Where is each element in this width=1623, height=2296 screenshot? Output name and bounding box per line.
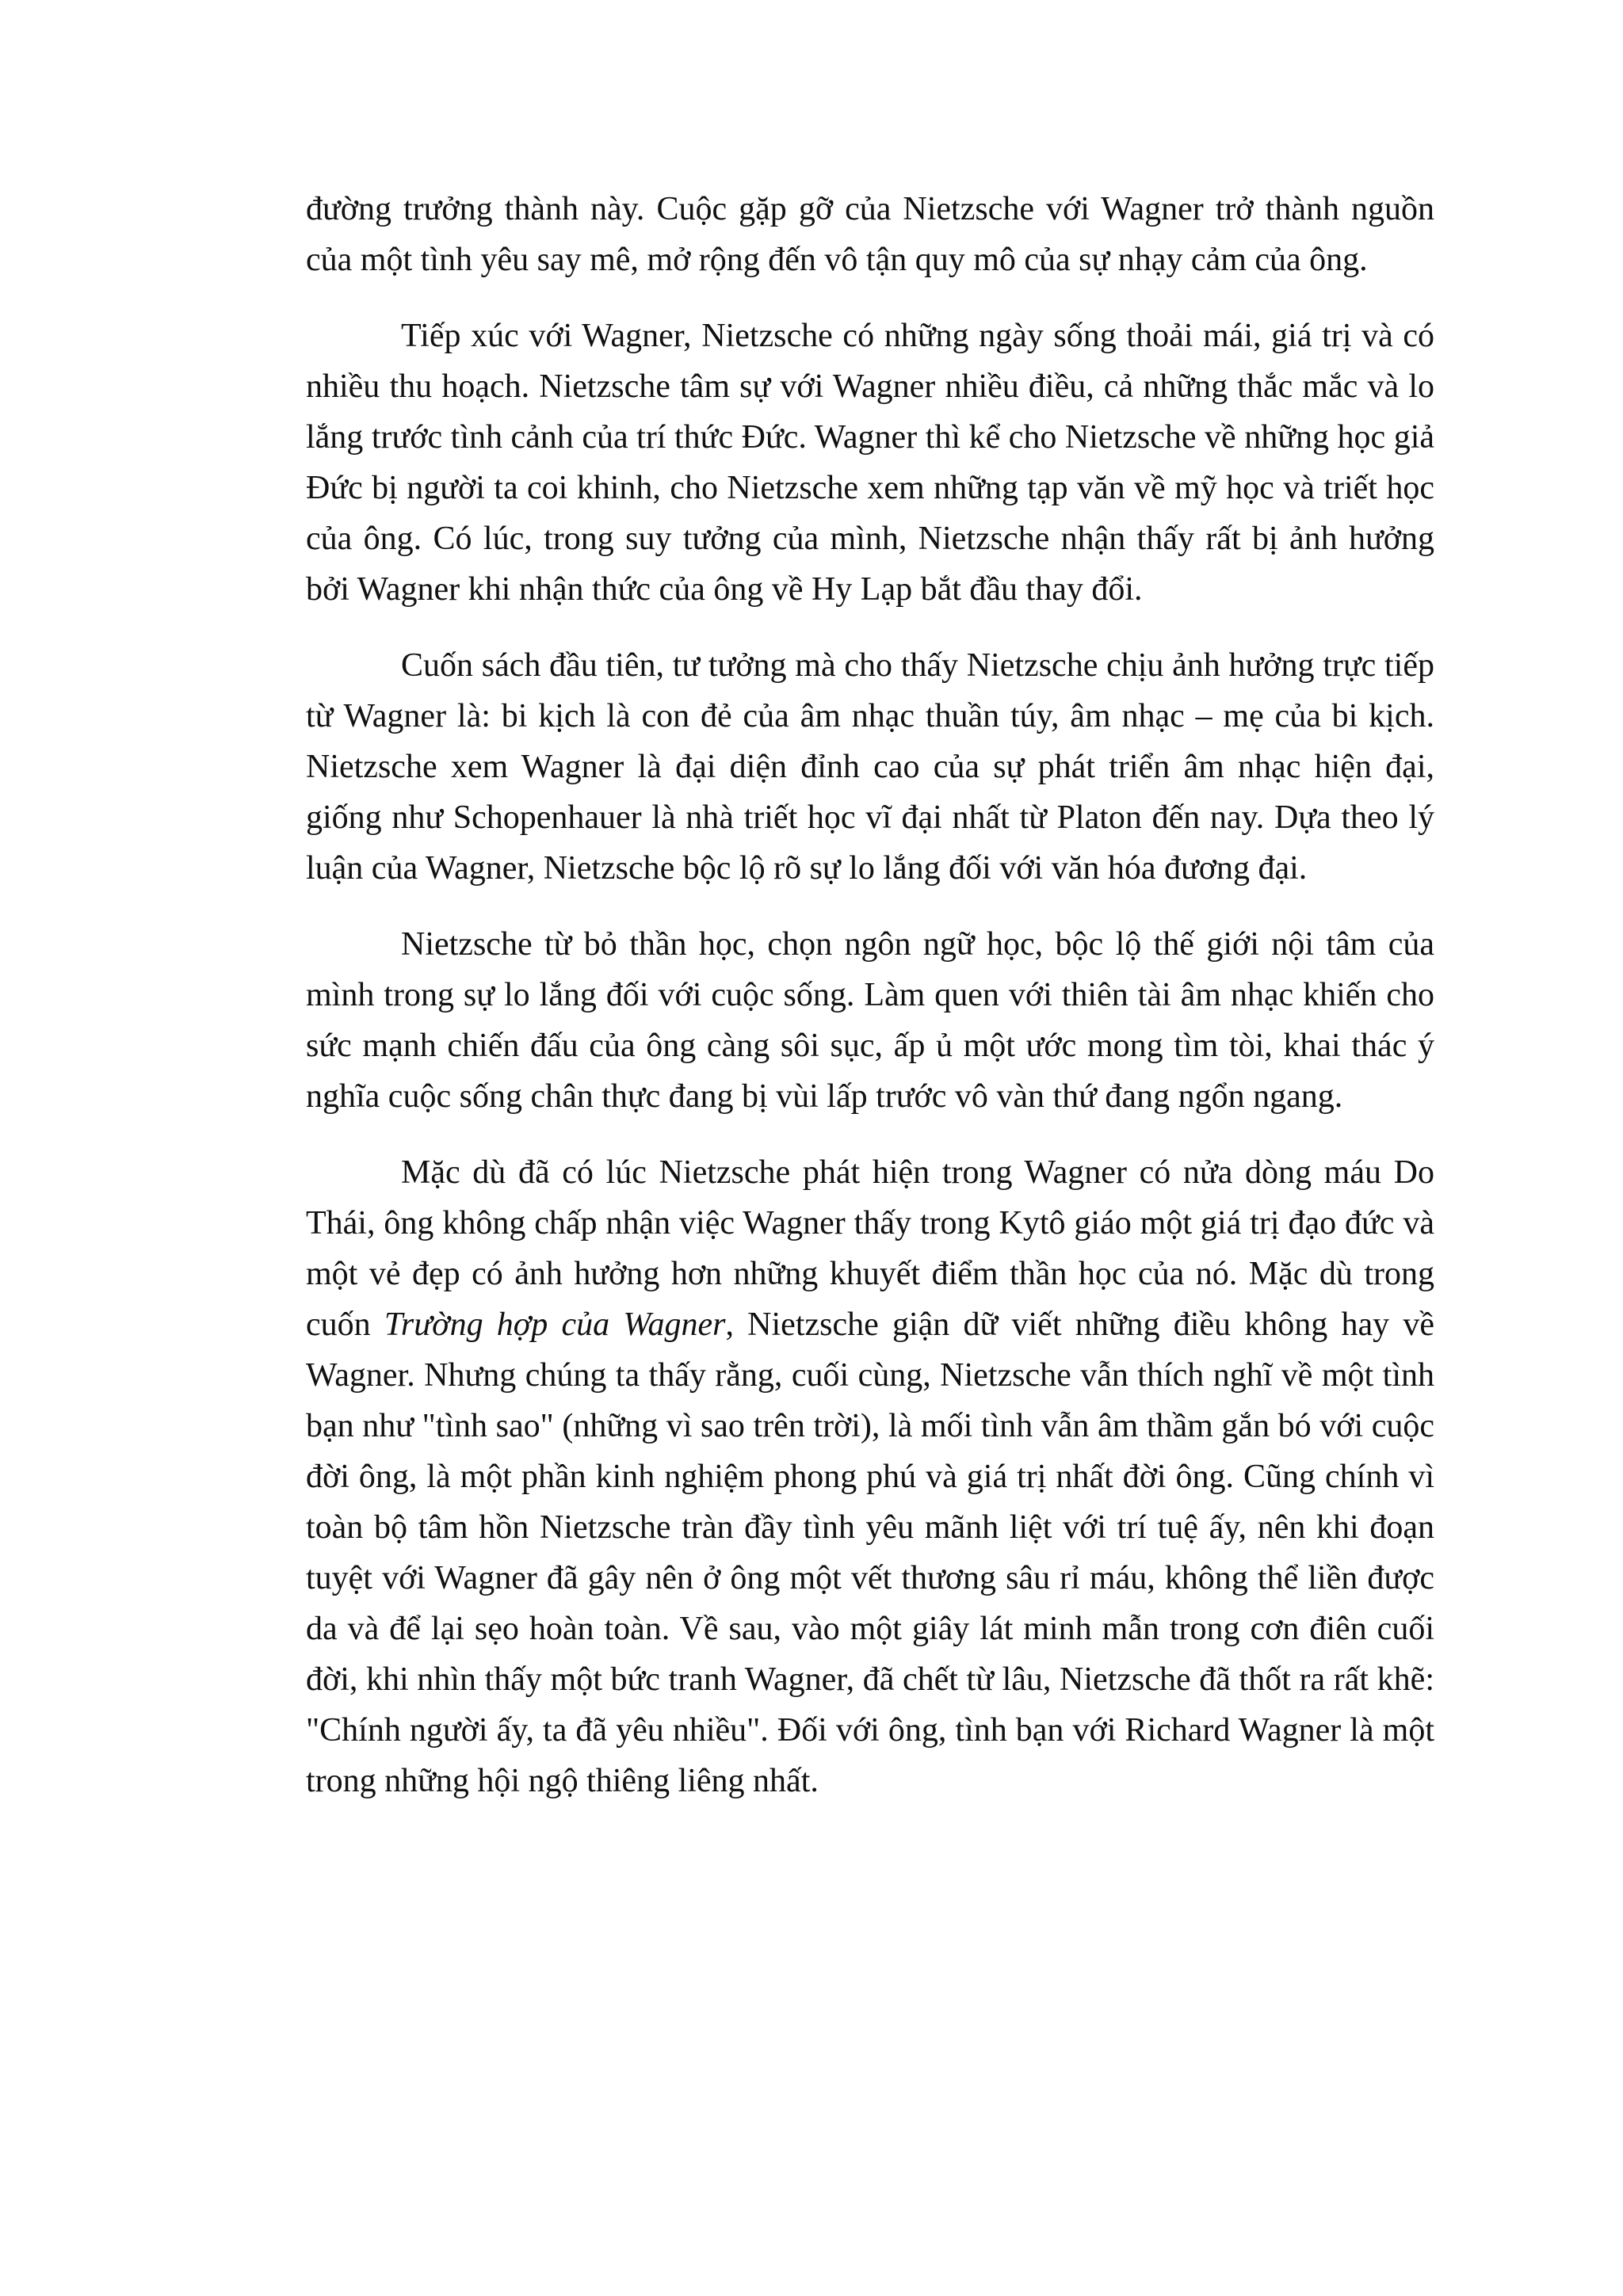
document-page (306, 184, 1434, 1806)
paragraph-theology: Nietzsche từ bỏ thần học, chọn ngôn ngữ học, bộc lộ thế giới nội tâm của mình trong sự lo lắng đối với cuộc sống. Làm quen với thiên tài âm nhạc khiến cho sức mạnh chiến đấu của ông càng sôi sục, ấp ủ một ước mong tìm tòi, khai thác ý nghĩa cuộc sống chân thực đang bị vùi lấp trước vô vàn thứ đang ngổn ngang. (306, 926, 1434, 1115)
paragraph-continuation: đường trưởng thành này. Cuộc gặp gỡ của Nietzsche với Wagner trở thành nguồn của một tình yêu say mê, mở rộng đến vô tận quy mô của sự nhạy cảm của ông. (306, 191, 1434, 278)
paragraph-friendship (306, 1147, 1434, 1806)
paragraph-meeting-wagner: Tiếp xúc với Wagner, Nietzsche có những ngày sống thoải mái, giá trị và có nhiều thu hoạch. Nietzsche tâm sự với Wagner nhiều điều, cả những thắc mắc và lo lắng trước tình cảnh của trí thức Đức. Wagner thì kể cho Nietzsche về những học giả Đức bị người ta coi khinh, cho Nietzsche xem những tạp văn về mỹ học và triết học của ông. Có lúc, trong suy tưởng của mình, Nietzsche nhận thấy rất bị ảnh hưởng bởi Wagner khi nhận thức của ông về Hy Lạp bắt đầu thay đổi. (306, 318, 1434, 608)
paragraph-friendship-part-1: Mặc dù đã có lúc Nietzsche phát hiện trong Wagner có nửa dòng máu Do Thái, ông không chấp nhận việc Wagner thấy trong Kytô giáo một giá trị đạo đức và một vẻ đẹp có ảnh hưởng hơn những khuyết điểm thần học của nó. Mặc dù trong cuốn (306, 1154, 1434, 1343)
paragraph-first-book: Cuốn sách đầu tiên, tư tưởng mà cho thấy Nietzsche chịu ảnh hưởng trực tiếp từ Wagner là: bi kịch là con đẻ của âm nhạc thuần túy, âm nhạc – mẹ của bi kịch. Nietzsche xem Wagner là đại diện đỉnh cao của sự phát triển âm nhạc hiện đại, giống như Schopenhauer là nhà triết học vĩ đại nhất từ Platon đến nay. Dựa theo lý luận của Wagner, Nietzsche bộc lộ rõ sự lo lắng đối với văn hóa đương đại. (306, 647, 1434, 887)
book-title-italic: Trường hợp của Wagner (384, 1306, 726, 1343)
paragraph-friendship-part-2: , Nietzsche giận dữ viết những điều không hay về Wagner. Nhưng chúng ta thấy rằng, cuối cùng, Nietzsche vẫn thích nghĩ về một tình bạn như "tình sao" (những vì sao trên trời), là mối tình vẫn âm thầm gắn bó với cuộc đời ông, là một phần kinh nghiệm phong phú và giá trị nhất đời ông. Cũng chính vì toàn bộ tâm hồn Nietzsche tràn đầy tình yêu mãnh liệt với trí tuệ ấy, nên khi đoạn tuyệt với Wagner đã gây nên ở ông một vết thương sâu rỉ máu, không thể liền được da và để lại sẹo hoàn toàn. Về sau, vào một giây lát minh mẫn trong cơn điên cuối đời, khi nhìn thấy một bức tranh Wagner, đã chết từ lâu, Nietzsche đã thốt ra rất khẽ: "Chính người ấy, ta đã yêu nhiều". Đối với ông, tình bạn với Richard Wagner là một trong những hội ngộ thiêng liêng nhất. (306, 1306, 1434, 1799)
